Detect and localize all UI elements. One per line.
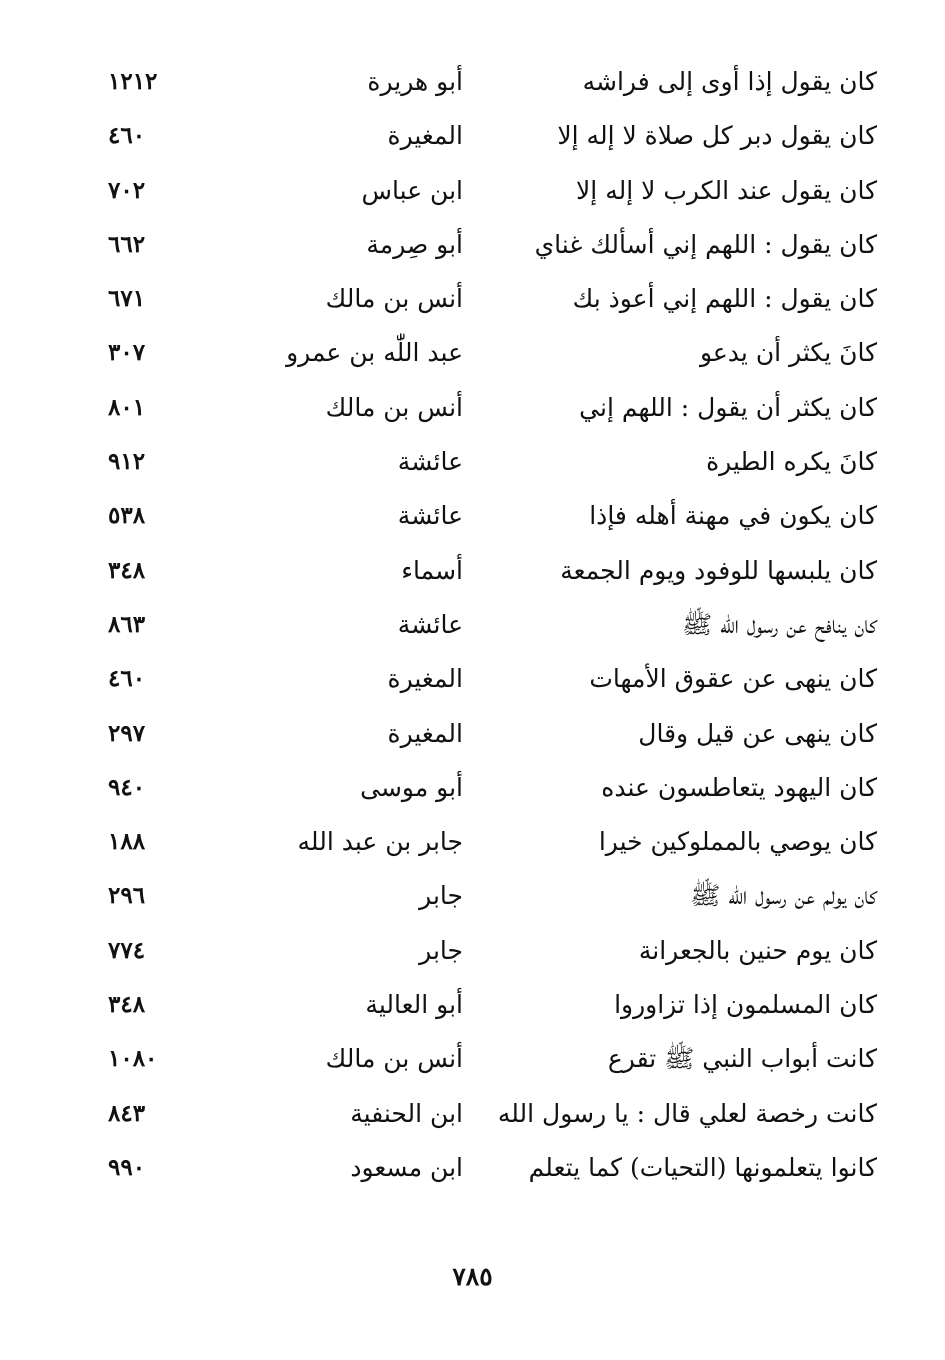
index-row (0, 544, 945, 598)
narrator-name: أبو العالية (365, 990, 463, 1020)
hadith-opening-text: كانت أبواب النبي ﷺ تقرع (607, 1044, 877, 1074)
page-reference: ٧٧٤ (108, 936, 146, 964)
page-reference: ٢٩٧ (108, 719, 146, 747)
hadith-opening-text: كان ينهى عن عقوق الأمهات (589, 664, 877, 694)
page-reference: ٨٦٣ (108, 610, 146, 638)
page-reference: ٦٦٢ (108, 230, 146, 258)
narrator-name: المغيرة (387, 718, 463, 748)
hadith-opening-text: كان ينافح عن رسول الله ﷺ (681, 609, 877, 639)
index-row (0, 55, 945, 109)
index-row (0, 489, 945, 543)
narrator-name: المغيرة (387, 121, 463, 151)
narrator-name: أبو هريرة (367, 67, 463, 96)
page-reference: ٩١٢ (108, 448, 146, 476)
index-row (0, 381, 945, 435)
hadith-opening-text: كان يوم حنين بالجعرانة (638, 935, 877, 965)
hadith-index-table (0, 55, 945, 1195)
index-row (0, 218, 945, 272)
index-row (0, 1032, 945, 1086)
narrator-name: ابن عباس (361, 175, 463, 205)
index-row (0, 815, 945, 869)
hadith-opening-text: كان المسلمون إذا تزاوروا (614, 990, 877, 1020)
hadith-opening-text: كان يقول : اللهم إني أعوذ بك (572, 284, 877, 314)
index-row (0, 924, 945, 978)
page-reference: ٣٤٨ (108, 991, 146, 1019)
hadith-opening-text: كان يقول إذا أوى إلى فراشه (582, 67, 877, 96)
narrator-name: عائشة (397, 501, 463, 531)
narrator-name: ابن مسعود (350, 1152, 463, 1182)
narrator-name: عائشة (397, 609, 463, 639)
hadith-opening-text: كانَ يكثر أن يدعو (699, 338, 877, 368)
page-reference: ١٠٨٠ (108, 1045, 158, 1073)
hadith-opening-text: كان يقول دبر كل صلاة لا إله إلا (557, 121, 877, 151)
hadith-opening-text: كان ينهى عن قيل وقال (638, 718, 877, 748)
index-row (0, 272, 945, 326)
narrator-name: عائشة (397, 447, 463, 477)
narrator-name: عبد اللّٰه بن عمرو (286, 338, 463, 368)
page-reference: ٦٧١ (108, 285, 146, 313)
hadith-opening-text: كان يقول عند الكرب لا إله إلا (576, 175, 877, 205)
index-row (0, 164, 945, 218)
page-reference: ٣٤٨ (108, 556, 146, 584)
page-reference: ٨٠١ (108, 393, 146, 421)
hadith-opening-text: كان يكون في مهنة أهله فإذا (589, 501, 877, 531)
hadith-opening-text: كان يولم عن رسول الله ﷺ (690, 881, 877, 911)
index-row (0, 761, 945, 815)
page-reference: ٣٠٧ (108, 339, 146, 367)
narrator-name: أنس بن مالك (325, 1044, 463, 1074)
hadith-opening-text: كان يكثر أن يقول : اللهم إني (579, 392, 877, 422)
narrator-name: جابر (419, 935, 463, 965)
index-row (0, 869, 945, 923)
page-reference: ١٨٨ (108, 828, 146, 856)
page-reference: ٥٣٨ (108, 502, 146, 530)
narrator-name: أنس بن مالك (325, 284, 463, 314)
narrator-name: جابر بن عبد الله (297, 827, 463, 857)
hadith-opening-text: كانَ يكره الطيرة (706, 447, 877, 477)
index-row (0, 978, 945, 1032)
hadith-opening-text: كان يقول : اللهم إني أسألك غناي (534, 229, 877, 259)
page-reference: ١٢١٢ (108, 68, 158, 95)
index-row (0, 1141, 945, 1195)
hadith-opening-text: كانوا يتعلمونها (التحيات) كما يتعلم (528, 1152, 877, 1182)
page-reference: ٢٩٦ (108, 882, 146, 910)
page-reference: ٩٤٠ (108, 773, 146, 801)
hadith-opening-text: كان اليهود يتعاطسون عنده (601, 772, 877, 802)
index-row (0, 652, 945, 706)
narrator-name: أنس بن مالك (325, 392, 463, 422)
index-row (0, 326, 945, 380)
narrator-name: جابر (419, 881, 463, 911)
narrator-name: ابن الحنفية (350, 1098, 463, 1128)
page-reference: ٧٠٢ (108, 176, 146, 204)
hadith-opening-text: كان يلبسها للوفود ويوم الجمعة (560, 555, 877, 585)
page-number: ٧٨٥ (452, 1262, 493, 1291)
page-reference: ٤٦٠ (108, 665, 146, 693)
page-reference: ٩٩٠ (108, 1153, 146, 1181)
index-row (0, 707, 945, 761)
hadith-opening-text: كانت رخصة لعلي قال : يا رسول الله (497, 1098, 877, 1128)
narrator-name: أبو صِرمة (366, 229, 463, 259)
narrator-name: أبو موسى (360, 772, 463, 802)
page-reference: ٨٤٣ (108, 1099, 146, 1127)
index-row (0, 598, 945, 652)
index-row (0, 1087, 945, 1141)
index-row (0, 109, 945, 163)
page-reference: ٤٦٠ (108, 122, 146, 150)
index-row (0, 435, 945, 489)
hadith-opening-text: كان يوصي بالمملوكين خيرا (598, 827, 877, 857)
narrator-name: المغيرة (387, 664, 463, 694)
narrator-name: أسماء (401, 555, 463, 585)
